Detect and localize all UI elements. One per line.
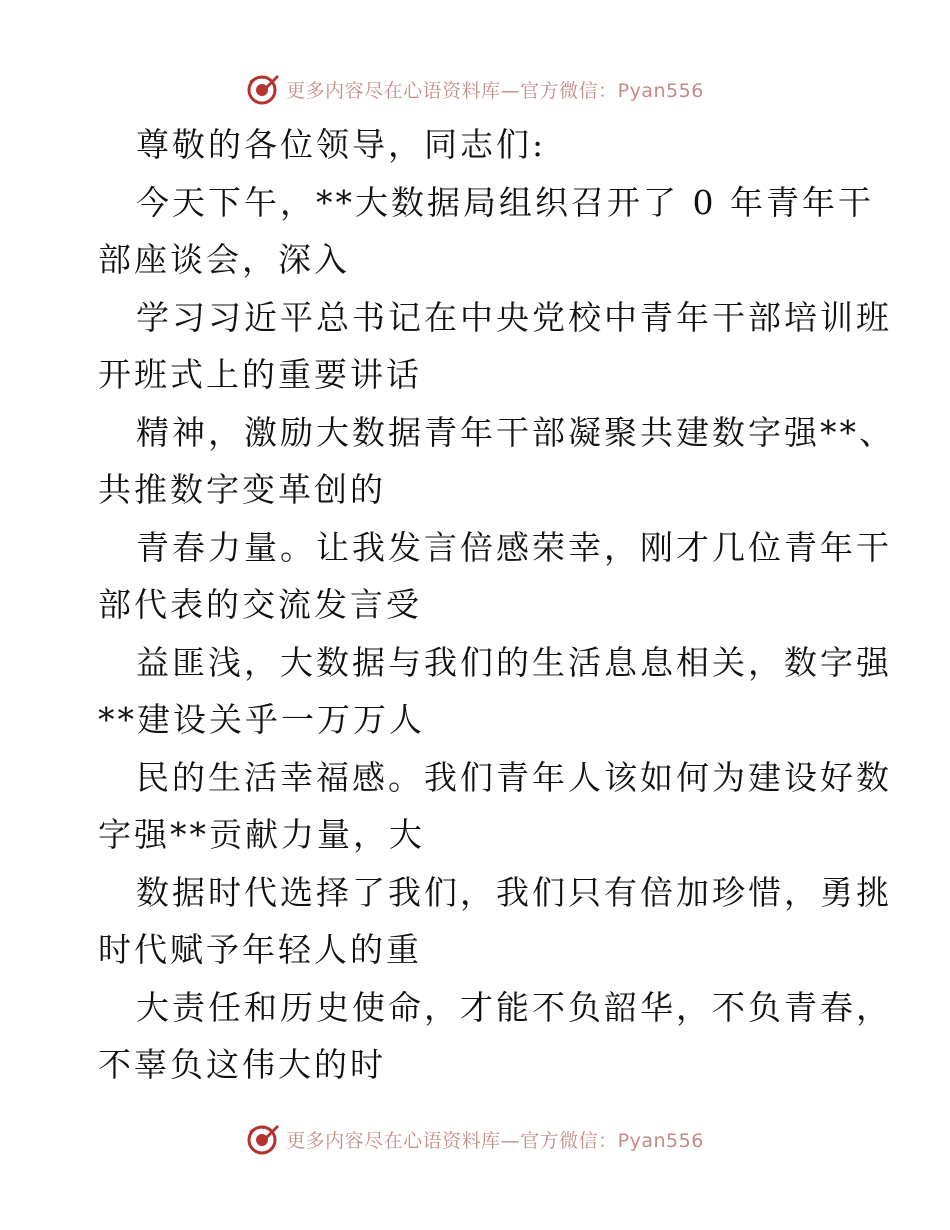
watermark-text: 更多内容尽在心语资料库—官方微信：Pyan556 [286,1129,704,1152]
text-line: 时代赋予年轻人的重 [98,930,422,969]
text-line: 共推数字变革创的 [98,470,386,509]
text-line: 部代表的交流发言受 [98,585,422,624]
text-line: 青春力量。让我发言倍感荣幸，刚才几位青年干 [136,527,892,567]
text-line: 不辜负这伟大的时 [98,1045,386,1084]
text-line: 精神，激励大数据青年干部凝聚共建数字强**、 [136,412,895,452]
text-line: 尊敬的各位领导，同志们: [136,125,547,164]
text-line: 今天下午，**大数据局组织召开了 0 年青年干 [136,182,874,222]
text-line: 学习习近平总书记在中央党校中青年干部培训班 [136,297,892,337]
document-body [98,116,895,1094]
text-line: 开班式上的重要讲话 [98,355,422,394]
footer-watermark [0,1122,950,1156]
ink-pen-seal-icon [246,1122,280,1156]
watermark-text: 更多内容尽在心语资料库—官方微信：Pyan556 [286,79,704,102]
text-line: **建设关乎一万万人 [98,700,425,739]
text-line: 大责任和历史使命，才能不负韶华，不负青春， [136,987,892,1027]
text-line: 部座谈会，深入 [98,240,350,279]
text-line: 益匪浅，大数据与我们的生活息息相关，数字强 [136,642,892,682]
header-watermark [0,72,950,106]
ink-pen-seal-icon [246,72,280,106]
text-line: 数据时代选择了我们，我们只有倍加珍惜，勇挑 [136,872,892,912]
text-line: 民的生活幸福感。我们青年人该如何为建设好数 [136,757,892,797]
text-line: 字强**贡献力量，大 [98,815,425,854]
